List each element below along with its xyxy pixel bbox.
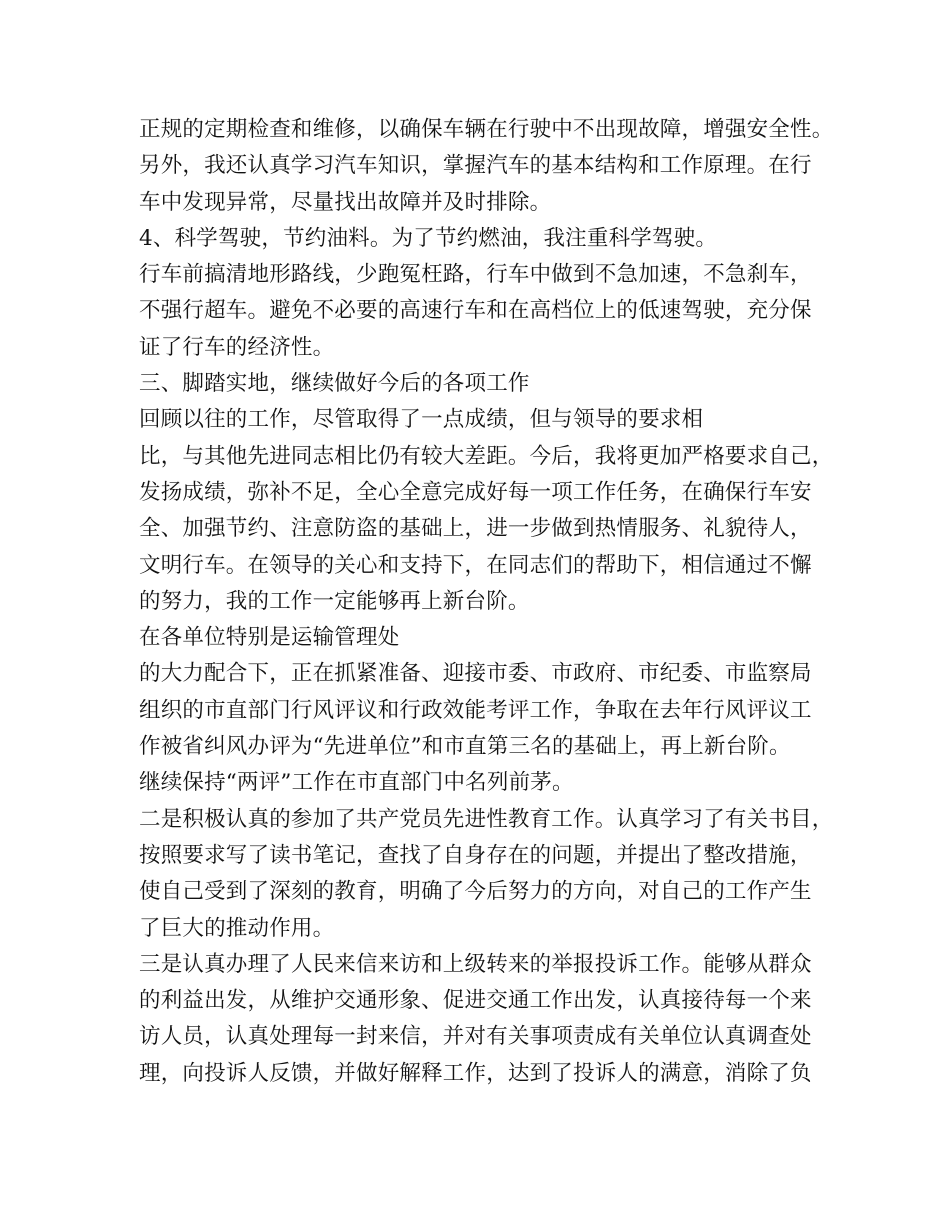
text-line: 行车前搞清地形路线，少跑冤枉路，行车中做到不急加速，不急刹车， — [139, 262, 812, 288]
text-line: 理，向投诉人反馈，并做好解释工作，达到了投诉人的满意，消除了负 — [139, 1060, 812, 1086]
text-line: 作被省纠风办评为“先进单位”和市直第三名的基础上，再上新台阶。 — [139, 734, 791, 760]
text-line: 三是认真办理了人民来信来访和上级转来的举报投诉工作。能够从群众 — [139, 951, 812, 977]
text-line: 4、科学驾驶，节约油料。为了节约燃油，我注重科学驾驶。 — [139, 225, 718, 251]
text-line: 车中发现异常，尽量找出故障并及时排除。 — [139, 189, 552, 215]
text-line: 组织的市直部门行风评议和行政效能考评工作，争取在去年行风评议工 — [139, 697, 812, 723]
text-line: 按照要求写了读书笔记，查找了自身存在的问题，并提出了整改措施， — [139, 842, 812, 868]
text-line: 的努力，我的工作一定能够再上新台阶。 — [139, 588, 530, 614]
section-heading: 三、脚踏实地，继续做好今后的各项工作 — [139, 371, 530, 397]
text-line: 另外，我还认真学习汽车知识，掌握汽车的基本结构和工作原理。在行 — [139, 153, 812, 179]
text-line: 继续保持“两评”工作在市直部门中名列前茅。 — [139, 770, 574, 796]
text-line: 文明行车。在领导的关心和支持下，在同志们的帮助下，相信通过不懈 — [139, 552, 812, 578]
text-line: 二是积极认真的参加了共产党员先进性教育工作。认真学习了有关书目， — [139, 806, 834, 832]
text-line: 发扬成绩，弥补不足，全心全意完成好每一项工作任务，在确保行车安 — [139, 479, 812, 505]
text-line: 正规的定期检查和维修，以确保车辆在行驶中不出现故障，增强安全性。 — [139, 117, 834, 142]
text-line: 使自己受到了深刻的教育，明确了今后努力的方向，对自己的工作产生 — [139, 879, 812, 905]
text-line: 的大力配合下，正在抓紧准备、迎接市委、市政府、市纪委、市监察局 — [139, 661, 812, 687]
text-line: 在各单位特别是运输管理处 — [139, 625, 400, 651]
text-line: 的利益出发，从维护交通形象、促进交通工作出发，认真接待每一个来 — [139, 988, 812, 1014]
document-body — [139, 112, 839, 1092]
text-line: 证了行车的经济性。 — [139, 334, 335, 360]
text-line: 比，与其他先进同志相比仍有较大差距。今后，我将更加严格要求自己， — [139, 443, 834, 469]
text-line: 全、加强节约、注意防盗的基础上，进一步做到热情服务、礼貌待人， — [139, 516, 812, 542]
text-line: 访人员，认真处理每一封来信，并对有关事项责成有关单位认真调查处 — [139, 1024, 812, 1050]
text-line: 不强行超车。避免不必要的高速行车和在高档位上的低速驾驶，充分保 — [139, 298, 812, 324]
text-line: 了巨大的推动作用。 — [139, 915, 335, 941]
text-line: 回顾以往的工作，尽管取得了一点成绩，但与领导的要求相 — [139, 407, 704, 433]
